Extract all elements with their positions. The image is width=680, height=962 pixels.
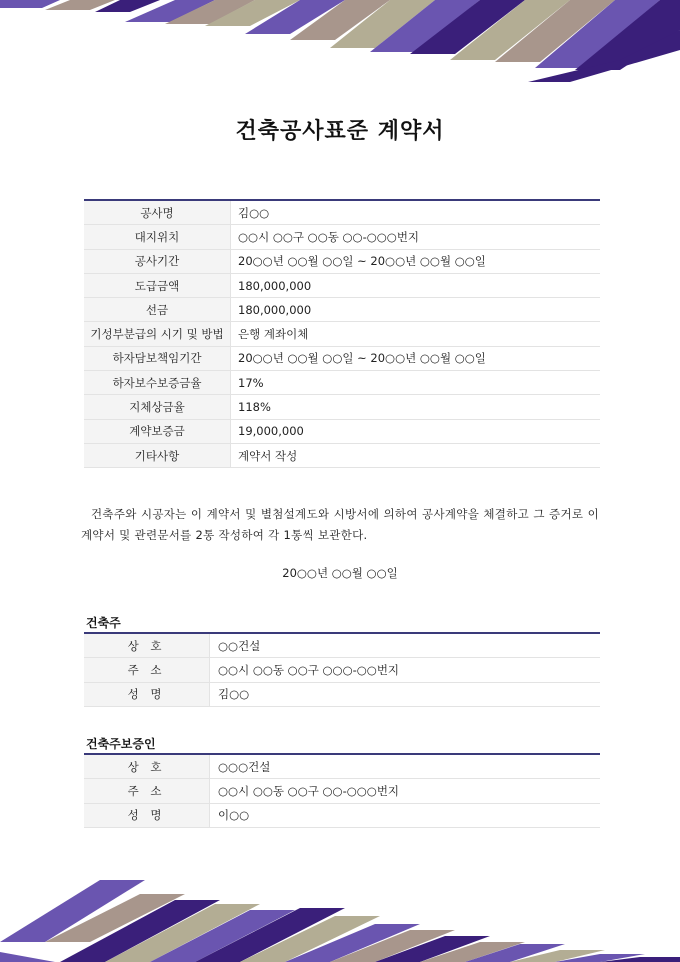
row-label: 대지위치 [84, 225, 231, 249]
row-value: 180,000,000 [231, 298, 601, 322]
table-row [84, 371, 600, 395]
table-row [84, 658, 600, 682]
table-row [84, 682, 600, 706]
table-row [84, 346, 600, 370]
page-title: 건축공사표준 계약서 [235, 119, 445, 144]
row-label: 기성부분급의 시기 및 방법 [84, 322, 231, 346]
row-label: 주 소 [84, 658, 210, 682]
table-row [84, 322, 600, 346]
table-row [84, 633, 600, 658]
row-value: 이○○ [210, 803, 601, 827]
table-row [84, 200, 600, 225]
table-row [84, 225, 600, 249]
row-value: 20○○년 ○○월 ○○일 ~ 20○○년 ○○월 ○○일 [231, 249, 601, 273]
row-value: ○○○건설 [210, 754, 601, 779]
table-row [84, 298, 600, 322]
contract-info-table [84, 199, 600, 468]
row-value: 17% [231, 371, 601, 395]
row-label: 하자담보책임기간 [84, 346, 231, 370]
row-label: 지체상금율 [84, 395, 231, 419]
table-row [84, 443, 600, 467]
row-label: 도급금액 [84, 273, 231, 297]
row-value: 20○○년 ○○월 ○○일 ~ 20○○년 ○○월 ○○일 [231, 346, 601, 370]
row-label: 상 호 [84, 633, 210, 658]
row-label: 공사기간 [84, 249, 231, 273]
table-row [84, 779, 600, 803]
table-row [84, 273, 600, 297]
row-value: 118% [231, 395, 601, 419]
row-value: ○○시 ○○동 ○○구 ○○○-○○번지 [210, 658, 601, 682]
bottom-decorative-stripes [0, 872, 680, 962]
row-label: 성 명 [84, 803, 210, 827]
row-value: ○○시 ○○동 ○○구 ○○-○○○번지 [210, 779, 601, 803]
row-value: 김○○ [210, 682, 601, 706]
row-label: 주 소 [84, 779, 210, 803]
row-label: 기타사항 [84, 443, 231, 467]
table-row [84, 419, 600, 443]
row-value: ○○시 ○○구 ○○동 ○○-○○○번지 [231, 225, 601, 249]
table-row [84, 754, 600, 779]
row-value: 계약서 작성 [231, 443, 601, 467]
guarantor-table [84, 753, 600, 828]
table-row [84, 249, 600, 273]
row-label: 계약보증금 [84, 419, 231, 443]
owner-table [84, 632, 600, 707]
table-row [84, 395, 600, 419]
contract-date: 20○○년 ○○월 ○○일 [282, 566, 398, 580]
row-value: ○○건설 [210, 633, 601, 658]
row-label: 선금 [84, 298, 231, 322]
row-label: 성 명 [84, 682, 210, 706]
owner-heading: 건축주 [86, 616, 121, 630]
row-label: 상 호 [84, 754, 210, 779]
row-label: 공사명 [84, 200, 231, 225]
row-label: 하자보수보증금율 [84, 371, 231, 395]
row-value: 은행 계좌이체 [231, 322, 601, 346]
row-value: 180,000,000 [231, 273, 601, 297]
row-value: 김○○ [231, 200, 601, 225]
row-value: 19,000,000 [231, 419, 601, 443]
guarantor-heading: 건축주보증인 [86, 737, 156, 751]
table-row [84, 803, 600, 827]
contract-statement: 건축주와 시공자는 이 계약서 및 별첨설계도와 시방서에 의하여 공사계약을 체결하고 그 증거로 이 계약서 및 관련문서를 2통 작성하여 각 1통씩 보관한다. [81, 507, 599, 542]
top-decorative-stripes [0, 0, 680, 90]
